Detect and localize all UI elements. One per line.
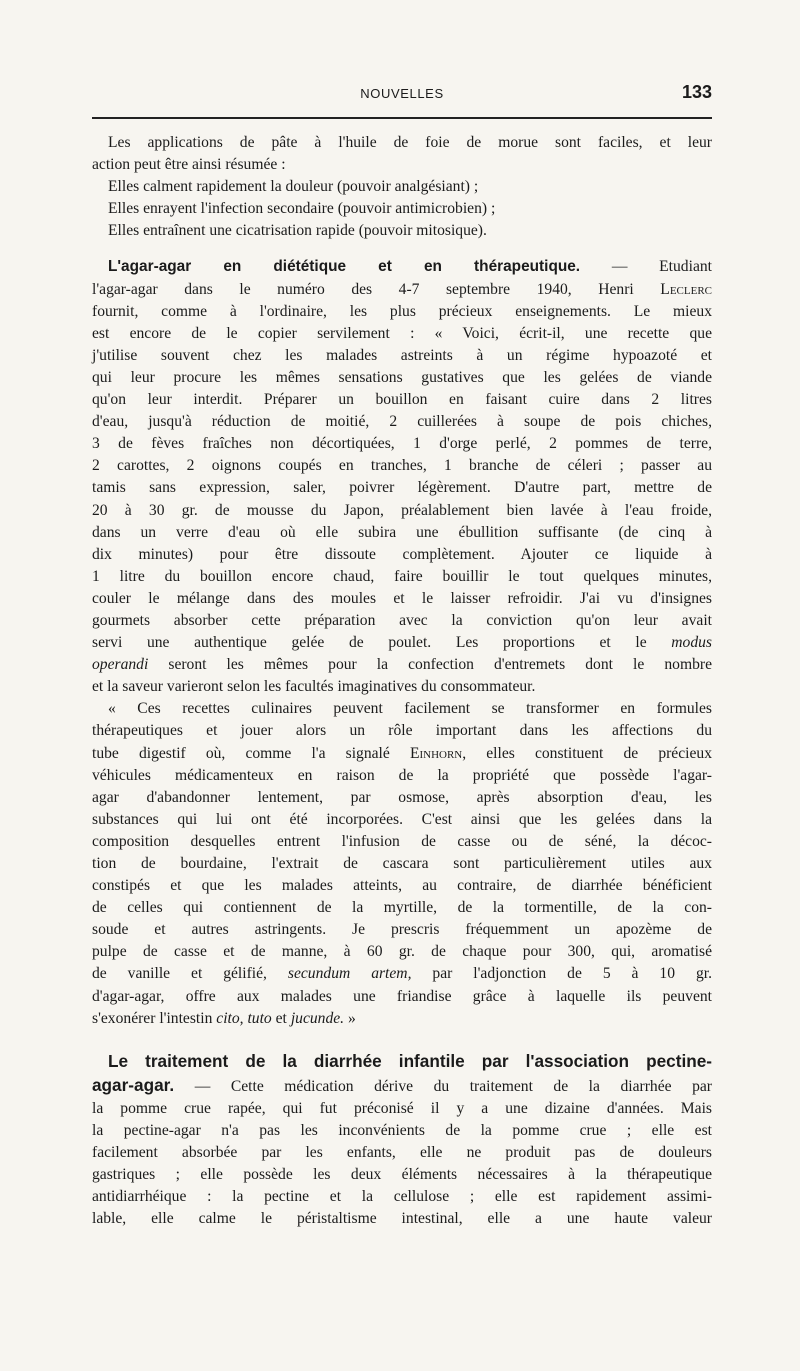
section-heading-end: agar-agar.	[92, 1074, 175, 1095]
text-line: tamis sans expression, saler, poivrer légèrement. D'autre part, mettre de	[92, 479, 712, 497]
text-line: agar-agar. — Cette médication dérive du traitement de la diarrhée par	[92, 1074, 712, 1095]
text-line: de vanille et gélifié, secundum artem, par l'adjonction de 5 à 10 gr.	[92, 965, 712, 983]
text-line: qu'on leur interdit. Préparer un bouillon en faisant cuire dans 2 litres	[92, 391, 712, 409]
text-line: Elles enrayent l'infection secondaire (pouvoir antimicrobien) ;	[108, 200, 496, 218]
text-line: gourmets absorber cette préparation avec la conviction qu'on leur avait	[92, 611, 712, 629]
text-line: d'agar-agar, offre aux malades une friandise grâce à laquelle ils peuvent	[92, 987, 712, 1005]
text-line: dix minutes) pour être dissoute complètement. Ajouter ce liquide à	[92, 545, 712, 563]
text-line: 3 de fèves fraîches non décortiquées, 1 d'orge perlé, 2 pommes de terre,	[92, 435, 712, 453]
header-rule	[92, 117, 712, 119]
page-body	[92, 132, 712, 1231]
section-pectine-agar	[92, 1050, 712, 1231]
page-number: 133	[681, 82, 712, 102]
text-line: fournit, comme à l'ordinaire, les plus précieux enseignements. Le mieux	[92, 302, 712, 320]
text-line: de celles qui contiennent de la myrtille, de la tormentille, de la con-	[92, 899, 712, 917]
text-line: agar d'abandonner lentement, par osmose, après absorption d'eau, les	[92, 788, 712, 806]
text-line: L'agar-agar en diététique et en thérapeutique. — Etudiant	[108, 258, 712, 276]
text-line: d'eau, jusqu'à réduction de moitié, 2 cuillerées à soupe de pois chiches,	[92, 413, 712, 431]
author-name: Leclerc	[660, 280, 712, 298]
text-line: pulpe de casse et de manne, à 60 gr. de chaque pour 300, qui, aromatisé	[92, 943, 712, 961]
text-line: servi une authentique gelée de poulet. Les proportions et le modus	[92, 634, 712, 652]
text-line: composition desquelles entrent l'infusion de casse ou de séné, la décoc-	[92, 832, 712, 850]
author-name: Einhorn	[409, 744, 463, 762]
text-line: tube digestif où, comme l'a signalé Einhorn, elles constituent de précieux	[92, 744, 712, 762]
text-line: action peut être ainsi résumée :	[92, 156, 286, 174]
text-line: l'agar-agar dans le numéro des 4-7 septembre 1940, Henri Leclerc	[92, 280, 712, 298]
section-agar-agar	[92, 256, 712, 1029]
text-line: s'exonérer l'intestin cito, tuto et jucunde. »	[92, 1009, 356, 1027]
text-line: tion de bourdaine, l'extrait de cascara sont particulièrement utiles aux	[92, 855, 712, 872]
text-line	[92, 1050, 712, 1074]
text-line: « Ces recettes culinaires peuvent facilement se transformer en formules	[108, 700, 712, 718]
section-heading: L'agar-agar en diététique et en thérapeutique.	[108, 258, 581, 276]
text-line: lable, elle calme le péristaltisme intestinal, elle a une haute valeur	[92, 1210, 712, 1228]
text-line: antidiarrhéique : la pectine et la cellulose ; elle est rapidement assimi-	[92, 1188, 712, 1206]
text-line: thérapeutiques et jouer alors un rôle important dans les affections du	[92, 722, 712, 740]
text-line: véhicules médicamenteux en raison de la propriété que possède l'agar-	[92, 766, 712, 784]
text-line: substances qui lui ont été incorporées. C'est ainsi que les gelées dans la	[92, 810, 712, 828]
text-line: operandi seront les mêmes pour la confection d'entremets dont le nombre	[92, 656, 712, 674]
text-line: Elles calment rapidement la douleur (pouvoir analgésiant) ;	[108, 178, 479, 196]
text-line: et la saveur varieront selon les facultés imaginatives du consommateur.	[92, 678, 536, 696]
text-line: 20 à 30 gr. de mousse du Japon, préalablement bien lavée à l'eau froide,	[92, 501, 712, 519]
text-line: la pomme crue rapée, qui fut préconisé il y a une dizaine d'années. Mais	[92, 1099, 712, 1117]
text-line: facilement absorbée par les enfants, elle ne produit pas de douleurs	[92, 1144, 712, 1162]
text-line: couler le mélange dans des moules et le laisser refroidir. J'ai vu d'insignes	[92, 589, 712, 607]
text-line: 1 litre du bouillon encore chaud, faire bouillir le tout quelques minutes,	[92, 567, 712, 585]
text-line: constipés et que les malades atteints, au contraire, de diarrhée bénéficient	[92, 877, 712, 895]
page-header	[92, 82, 712, 106]
text-line: gastriques ; elle possède les deux éléments nécessaires à la thérapeutique	[92, 1166, 712, 1184]
text-line: j'utilise souvent chez les malades astreints à un régime hypoazoté et	[92, 346, 712, 364]
text-line: Les applications de pâte à l'huile de foie de morue sont faciles, et leur	[108, 134, 712, 151]
text-line: la pectine-agar n'a pas les inconvénients de la pomme crue ; elle est	[92, 1122, 712, 1140]
text-line: qui leur procure les mêmes sensations gustatives que les gelées de viande	[92, 368, 712, 386]
text-line: 2 carottes, 2 oignons coupés en tranches, 1 branche de céleri ; passer au	[92, 457, 712, 475]
text-line: dans un verre d'eau où elle subira une ébullition suffisante (de cinq à	[92, 523, 712, 541]
text-line: soude et autres astringents. Je prescris fréquemment un apozème de	[92, 921, 712, 939]
text-line: Elles entraînent une cicatrisation rapide (pouvoir mitosique).	[108, 222, 487, 240]
paragraph-cod-liver-oil	[92, 132, 712, 242]
section-heading: Le traitement de la diarrhée infantile par l'association pectine-	[108, 1050, 712, 1071]
text-line: est encore de le copier servilement : « Voici, écrit-il, une recette que	[92, 324, 712, 342]
running-head: NOUVELLES	[360, 86, 444, 101]
